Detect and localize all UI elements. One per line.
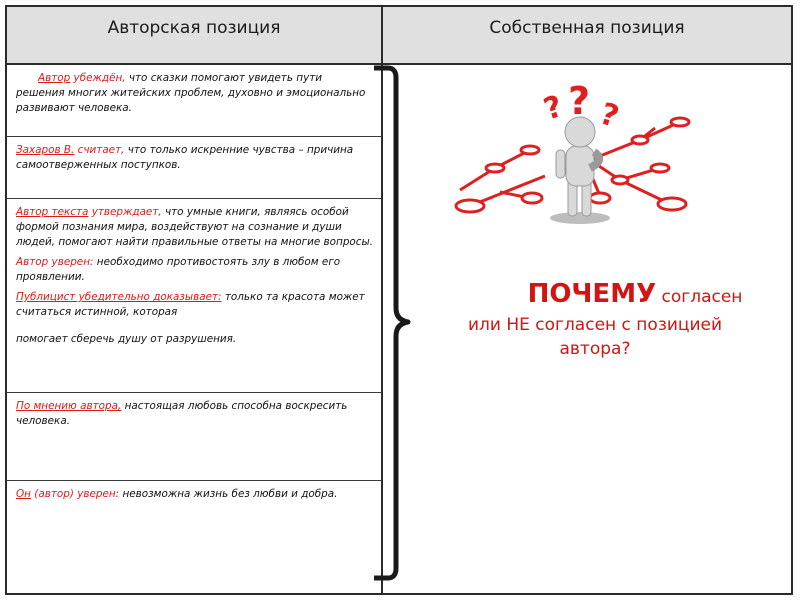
row-3-p3-lead: Публицист убедительно доказывает: [16,291,222,303]
author-position-row-2 [7,137,381,199]
header-own-position: Собственная позиция [489,18,685,38]
row-3-p3-text2: помогает сберечь душу от разрушения. [16,333,237,345]
thinking-person-icon [440,80,700,230]
table-header [7,7,791,65]
svg-text:?: ? [539,88,568,128]
author-position-row-1 [7,65,381,137]
author-position-row-4 [7,393,381,481]
row-3-p3-text: только та красота может считаться истинной, которая [16,291,365,318]
question-why: ПОЧЕМУ [527,279,657,309]
author-position-row-3 [7,199,381,393]
row-2-lead-tail: считает, [74,144,125,156]
row-3-text: что умные книги, являясь особой формой познания мира, воздействуют на сознание и души людей, помогают найти правильные ответы на многие вопросы. [16,206,374,248]
row-5-lead: Он [16,488,31,500]
row-1-text: что сказки помогают увидеть пути решения многих житейских проблем, духовно и эмоционально развивают человека. [16,72,366,114]
row-3-lead: Автор текста [16,206,89,218]
question-line-1 [410,278,780,313]
svg-text:?: ? [595,96,623,135]
svg-text:?: ? [568,80,591,123]
author-position-row-5 [7,481,381,593]
row-5-text: невозможна жизнь без любви и добра. [119,488,338,500]
row-3-p2-text: необходимо противостоять злу в любом его проявлении. [16,256,341,283]
question-block [410,278,780,361]
header-author-position: Авторская позиция [107,18,281,38]
person-figure-icon [550,117,610,224]
row-3-p2-lead: Автор уверен: [16,256,94,268]
row-1-lead: Автор [38,72,71,84]
row-3-lead-tail: утверждает, [88,206,162,218]
question-line-3: автора? [559,339,631,359]
row-1-lead-tail: убеждён, [70,72,126,84]
row-2-text: что только искренние чувства – причина самоотверженных поступков. [16,144,354,171]
question-line-2: или НЕ согласен с позицией [467,315,723,335]
row-5-lead-tail: (автор) уверен: [30,488,120,500]
row-4-text: настоящая любовь способна воскресить человека. [16,400,348,427]
row-2-lead: Захаров В. [16,144,75,156]
row-4-lead: По мнению автора, [16,400,122,412]
question-agree: согласен [656,287,743,307]
